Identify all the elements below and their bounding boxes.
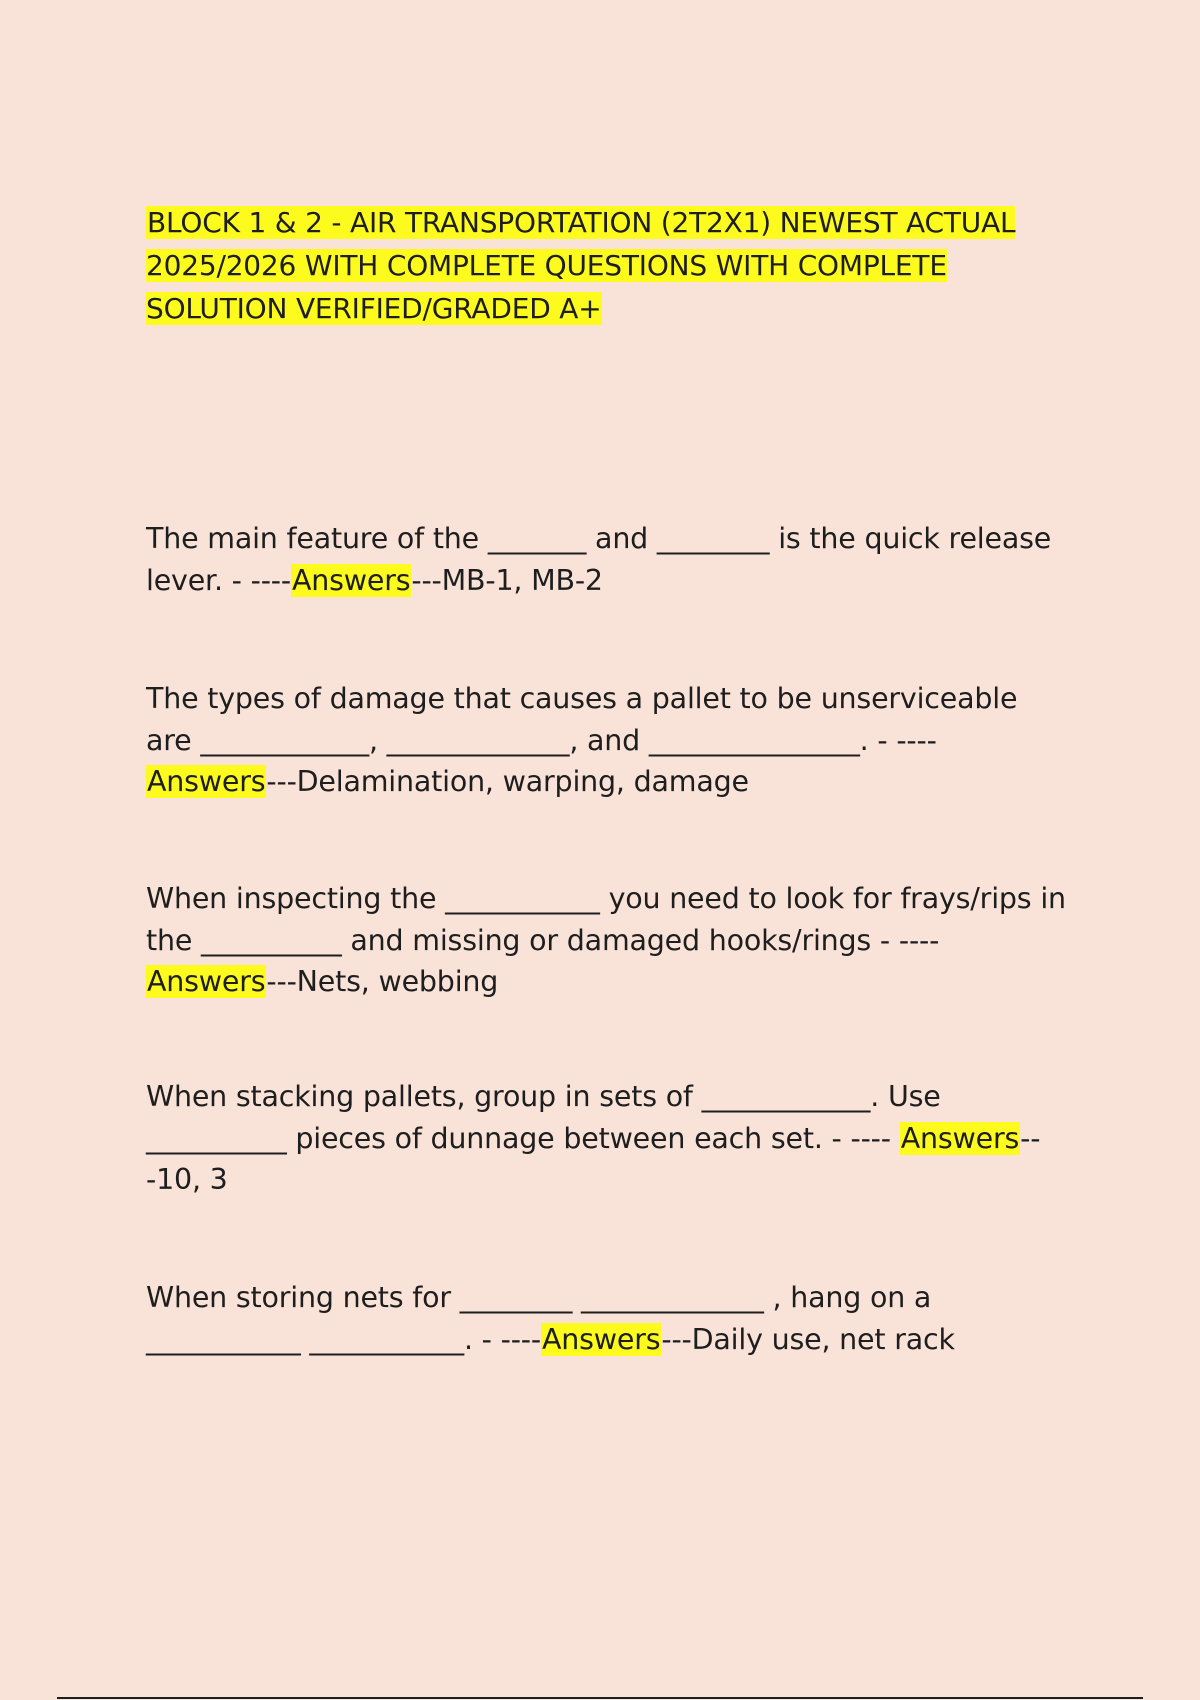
document-title (146, 201, 1066, 330)
question-text: The types of damage that causes a pallet to be unserviceable are ____________, _____________, and _______________. - ---- (146, 682, 1018, 757)
answer-text: ---MB-1, MB-2 (411, 563, 603, 597)
question-text: When storing nets for ________ _____________ , hang on a ___________ ___________. - ---- (146, 1281, 932, 1356)
question-text: When inspecting the ___________ you need to look for frays/rips in the __________ and missing or damaged hooks/rings - ---- (146, 882, 1066, 957)
answer-text: ---10, 3 (146, 1121, 1041, 1196)
qa-item (146, 678, 1066, 803)
bottom-divider (57, 1697, 1143, 1699)
qa-item (146, 518, 1066, 601)
answers-label: Answers (147, 965, 266, 998)
answers-label: Answers (291, 563, 411, 597)
answers-label: Answers (541, 1322, 661, 1356)
qa-item (146, 878, 1066, 1003)
answer-text: ---Daily use, net rack (661, 1322, 955, 1356)
title-highlight: BLOCK 1 & 2 - AIR TRANSPORTATION (2T2X1) NEWEST ACTUAL 2025/2026 WITH COMPLETE QUESTIONS WITH COMPLETE SOLUTION VERIFIED/GRADED A+ (146, 206, 1016, 325)
answer-text: ---Nets, webbing (266, 965, 499, 998)
qa-item (146, 1277, 1066, 1360)
qa-item (146, 1076, 1066, 1201)
question-text: The main feature of the _______ and ________ is the quick release lever. - ---- (146, 522, 1052, 597)
answers-label: Answers (900, 1121, 1020, 1155)
answers-label: Answers (147, 765, 266, 798)
answer-text: ---Delamination, warping, damage (266, 765, 749, 798)
question-text: When stacking pallets, group in sets of ____________. Use __________ pieces of dunnage between each set. - ---- (146, 1080, 941, 1155)
